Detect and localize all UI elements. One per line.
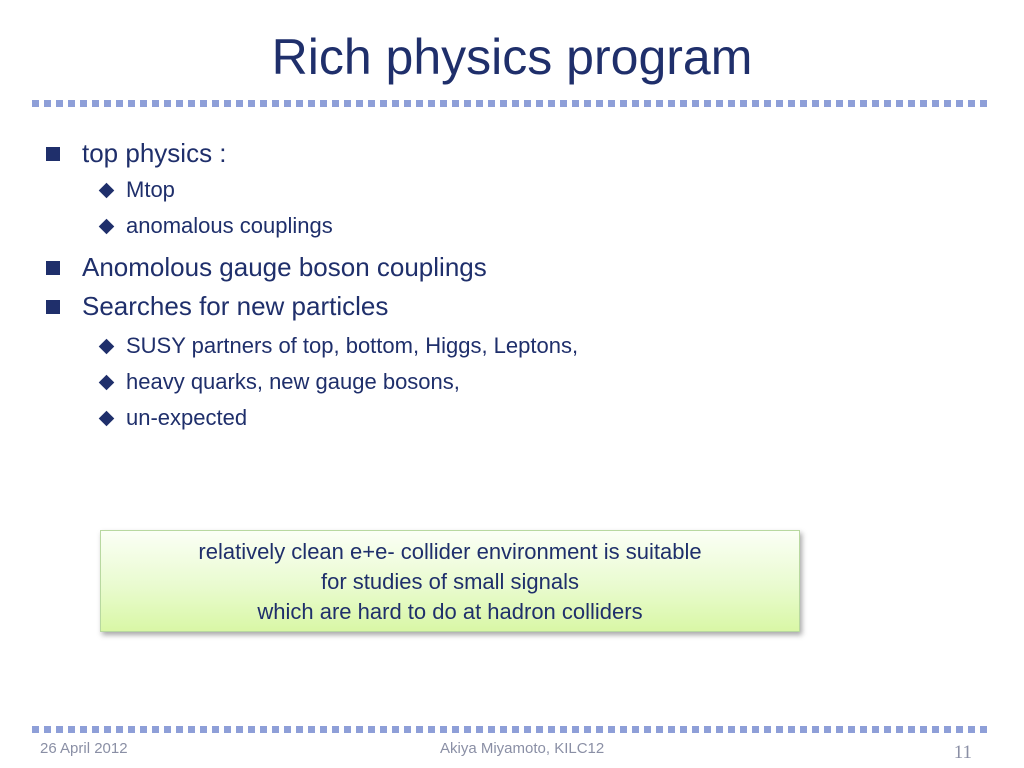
footer-date: 26 April 2012	[40, 740, 128, 757]
bullet-text: top physics :	[82, 138, 227, 168]
square-bullet-icon	[46, 261, 60, 275]
sub-bullet-text: un-expected	[126, 405, 248, 430]
sub-bullet-item	[97, 369, 460, 395]
bullet-item	[46, 252, 487, 283]
callout-line: which are hard to do at hadron colliders	[257, 599, 643, 624]
sub-bullet-text: anomalous couplings	[126, 213, 333, 238]
page-number: 11	[953, 742, 972, 763]
diamond-bullet-icon	[99, 338, 115, 354]
bullet-item	[46, 291, 388, 322]
bullet-text: Anomolous gauge boson couplings	[82, 252, 487, 282]
sub-bullet-item	[97, 213, 333, 239]
sub-bullet-item	[97, 177, 175, 203]
sub-bullet-item	[97, 405, 247, 431]
diamond-bullet-icon	[99, 182, 115, 198]
bullet-item	[46, 138, 227, 169]
square-bullet-icon	[46, 300, 60, 314]
callout-line: for studies of small signals	[321, 569, 579, 594]
callout-box	[100, 530, 800, 632]
footer-author: Akiya Miyamoto, KILC12	[440, 740, 605, 757]
callout-line: relatively clean e+e- collider environment is suitable	[198, 539, 702, 564]
square-bullet-icon	[46, 147, 60, 161]
diamond-bullet-icon	[99, 374, 115, 390]
sub-bullet-item	[97, 333, 578, 359]
sub-bullet-text: Mtop	[126, 177, 175, 202]
slide-title: Rich physics program	[271, 29, 753, 85]
footer-divider	[32, 726, 990, 733]
diamond-bullet-icon	[99, 218, 115, 234]
sub-bullet-text: SUSY partners of top, bottom, Higgs, Leptons,	[126, 333, 579, 358]
bullet-text: Searches for new particles	[82, 291, 389, 321]
sub-bullet-text: heavy quarks, new gauge bosons,	[126, 369, 460, 394]
title-divider	[32, 100, 990, 107]
diamond-bullet-icon	[99, 410, 115, 426]
